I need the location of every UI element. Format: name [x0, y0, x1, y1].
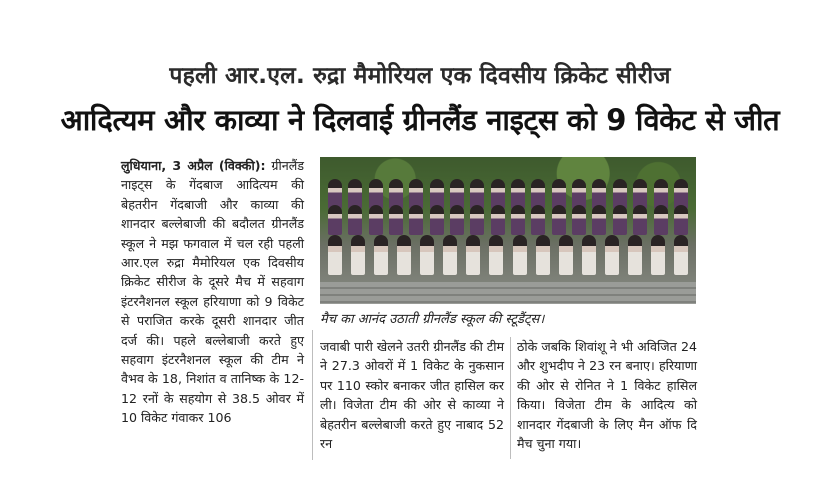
- column-divider-right: [510, 337, 511, 459]
- news-photo: [320, 157, 696, 304]
- article-body-left: ग्रीनलैंड नाइट्स के गेंदबाज आदित्यम की बेहतरीन गेंदबाजी और काव्या की शानदार बल्लेबाजी की बदौलत ग्रीनलैंड स्कूल ने मझ फगवाल में चल रही पहली आर.एल रुद्रा मैमोरियल एक दिवसीय क्रिकेट सीरीज के दूसरे मैच में सहवाग इंटरनैशनल स्कूल हरियाणा को 9 विकेट से पराजित करके दूसरी शानदार जीत दर्ज की। पहले बल्लेबाजी करते हुए सहवाग इंटरनैशनल स्कूल की टीम ने वैभव के 18, निशांत व तानिष्क के 12-12 रनों के सहयोग से 38.5 ओवर में 10 विकेट गंवाकर 106: [121, 158, 304, 426]
- photo-row-front: [328, 235, 688, 275]
- photo-caption: मैच का आनंद उठाती ग्रीनलैंड स्कूल की स्टूडैंट्स।: [320, 312, 545, 327]
- article-column-right: ठोके जबकि शिवांशू ने भी अविजित 24 और शुभदीप ने 23 रन बनाए। हरियाणा की ओर से रोनित ने 1 विकेट हासिल किया। विजेता टीम के आदित्य को शानदार गेंदबाजी के लिए मैन ऑफ दि मैच चुना गया।: [517, 339, 697, 452]
- article-column-left: [121, 156, 304, 428]
- photo-row-middle: [328, 205, 688, 235]
- column-divider-left: [312, 330, 313, 460]
- article-headline: आदित्यम और काव्या ने दिलवाई ग्रीनलैंड नाइट्स को 9 विकेट से जीत: [60, 103, 780, 137]
- article-dateline: लुधियाना, 3 अप्रैल (विक्की):: [121, 158, 266, 173]
- photo-steps: [320, 282, 696, 304]
- article-column-middle: जवाबी पारी खेलने उतरी ग्रीनलैंड की टीम ने 27.3 ओवरों में 1 विकेट के नुकसान पर 110 स्कोर बनाकर जीत हासिल कर ली। विजेता टीम की ओर से काव्या ने बेहतरीन बल्लेबाजी करते हुए नाबाद 52 रन: [320, 339, 504, 452]
- article-kicker: पहली आर.एल. रुद्रा मैमोरियल एक दिवसीय क्रिकेट सीरीज: [169, 63, 671, 89]
